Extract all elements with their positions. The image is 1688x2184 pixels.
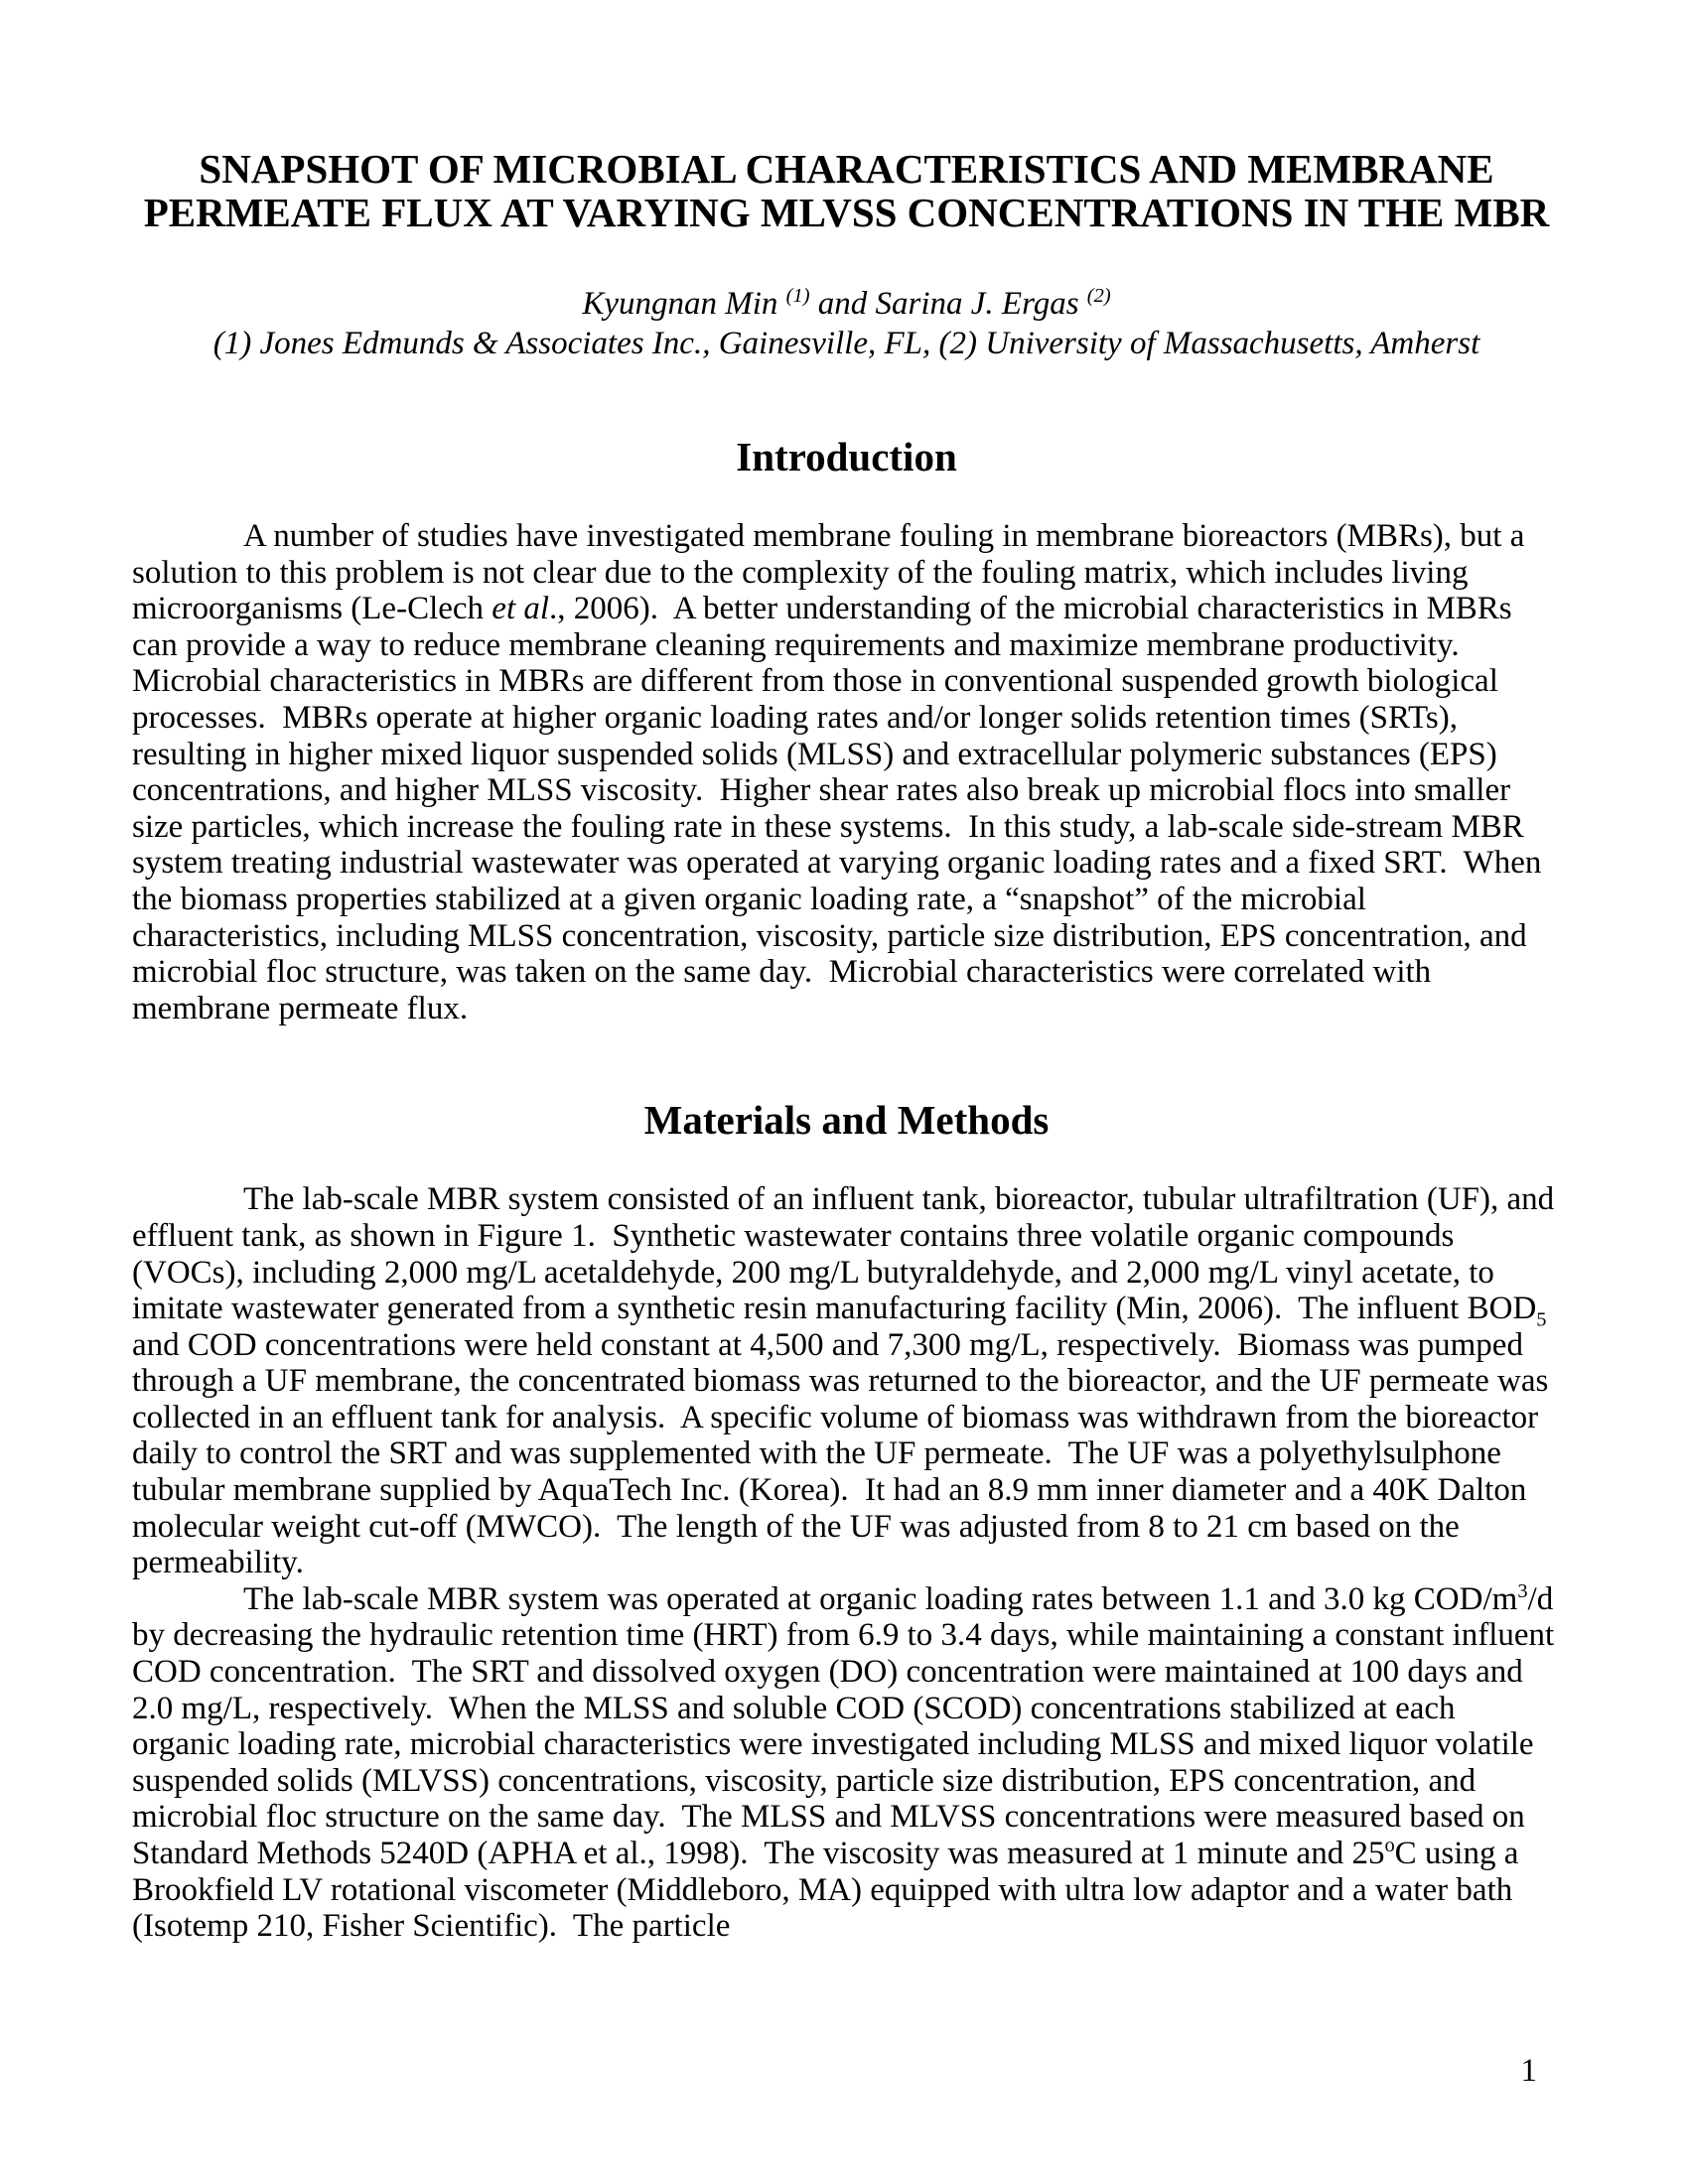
document-content	[132, 0, 1561, 1945]
paper-title	[132, 147, 1561, 234]
bod-subscript-5: 5	[1536, 1308, 1547, 1331]
author-name-2: and Sarina J. Ergas	[809, 286, 1087, 322]
paper-title-line-1: SNAPSHOT OF MICROBIAL CHARACTERISTICS AND MEMBRANE	[199, 146, 1494, 192]
materials-p1-text-2: and COD concentrations were held constant at 4,500 and 7,300 mg/L, respectively. Biomass was pumped through a UF membrane, the concentrated biomass was returned to the bioreactor, and the UF permeate was collected in an effluent tank for analysis. A specific volume of biomass was withdrawn from the bioreactor daily to control the SRT and was supplemented with the UF permeate. The UF was a polyethylsulphone tubular membrane supplied by AquaTech Inc. (Korea). It had an 8.9 mm inner diameter and a 40K Dalton molecular weight cut-off (MWCO). The length of the UF was adjusted from 8 to 21 cm based on the permeability.	[132, 1291, 1557, 1581]
section-heading-materials-and-methods: Materials and Methods	[643, 1097, 1050, 1144]
materials-p2-text-2: /d by decreasing the hydraulic retention time (HRT) from 6.9 to 3.4 days, while maintaining a constant influent COD concentration. The SRT and dissolved oxygen (DO) concentration were maintained at 100 days and 2.0 mg/L, respectively. When the MLSS and soluble COD (SCOD) concentrations stabilized at each organic loading rate, microbial characteristics were investigated including MLSS and mixed liquor volatile suspended solids (MLVSS) concentrations, viscosity, particle size distribution, EPS concentration, and microbial floc structure on the same day. The MLSS and MLVSS concentrations were measured based on Standard Methods 5240D (APHA et al., 1998). The viscosity was measured at 1 minute and 25	[132, 1580, 1563, 1871]
paper-title-line-2: PERMEATE FLUX AT VARYING MLVSS CONCENTRATIONS IN THE MBR	[143, 190, 1550, 235]
introduction-text-1: A number of studies have investigated membrane fouling in membrane bioreactors (MBRs), but a solution to this problem is not clear due to the complexity of the fouling matrix, which includes living microorganisms (Le-Clech	[132, 518, 1533, 627]
page-number: 1	[1520, 2053, 1537, 2089]
author-affiliation-marker-2: (2)	[1086, 285, 1111, 307]
author-name-1: Kyungnan Min	[582, 286, 786, 322]
materials-p1-text-1: The lab-scale MBR system consisted of an influent tank, bioreactor, tubular ultrafiltration (UF), and effluent tank, as shown in Figure 1. Synthetic wastewater contains three volatile organic compounds (VOCs), including 2,000 mg/L acetaldehyde, 200 mg/L butyraldehyde, and 2,000 mg/L vinyl acetate, to imitate wastewater generated from a synthetic resin manufacturing facility (Min, 2006). The influent BOD	[132, 1181, 1563, 1327]
introduction-text-2: ., 2006). A better understanding of the microbial characteristics in MBRs can provide a way to reduce membrane cleaning requirements and maximize membrane productivity. Microbial characteristics in MBRs are different from those in conventional suspended growth biological processes. MBRs operate at higher organic loading rates and/or longer solids retention times (SRTs), resulting in higher mixed liquor suspended solids (MLSS) and extracellular polymeric substances (EPS) concentrations, and higher MLSS viscosity. Higher shear rates also break up microbial flocs into smaller size particles, which increase the fouling rate in these systems. In this study, a lab-scale side-stream MBR system treating industrial wastewater was operated at varying organic loading rates and a fixed SRT. When the biomass properties stabilized at a given organic loading rate, a “snapshot” of the microbial characteristics, including MLSS concentration, viscosity, particle size distribution, EPS concentration, and microbial floc structure, was taken on the same day. Microbial characteristics were correlated with membrane permeate flux.	[132, 591, 1550, 1026]
materials-p2-text-3: C using a Brookfield LV rotational viscometer (Middleboro, MA) equipped with ultra low adaptor and a water bath (Isotemp 210, Fisher Scientific). The particle	[132, 1836, 1527, 1945]
et-al-italic: et al	[492, 591, 550, 627]
materials-p2-text-1: The lab-scale MBR system was operated at organic loading rates between 1.1 and 3.0 kg COD/m	[243, 1580, 1518, 1617]
author-line	[132, 284, 1561, 324]
materials-paragraph-1	[132, 1181, 1561, 1581]
author-affiliation-marker-1: (1)	[785, 285, 810, 307]
affiliation-line: (1) Jones Edmunds & Associates Inc., Gainesville, FL, (2) University of Massachusetts, Amherst	[212, 326, 1480, 361]
materials-paragraph-2	[132, 1581, 1561, 1945]
cubic-meter-superscript-3: 3	[1517, 1579, 1528, 1602]
section-heading-introduction: Introduction	[736, 434, 957, 479]
degree-superscript-o: o	[1384, 1835, 1395, 1856]
introduction-paragraph	[132, 518, 1561, 1026]
